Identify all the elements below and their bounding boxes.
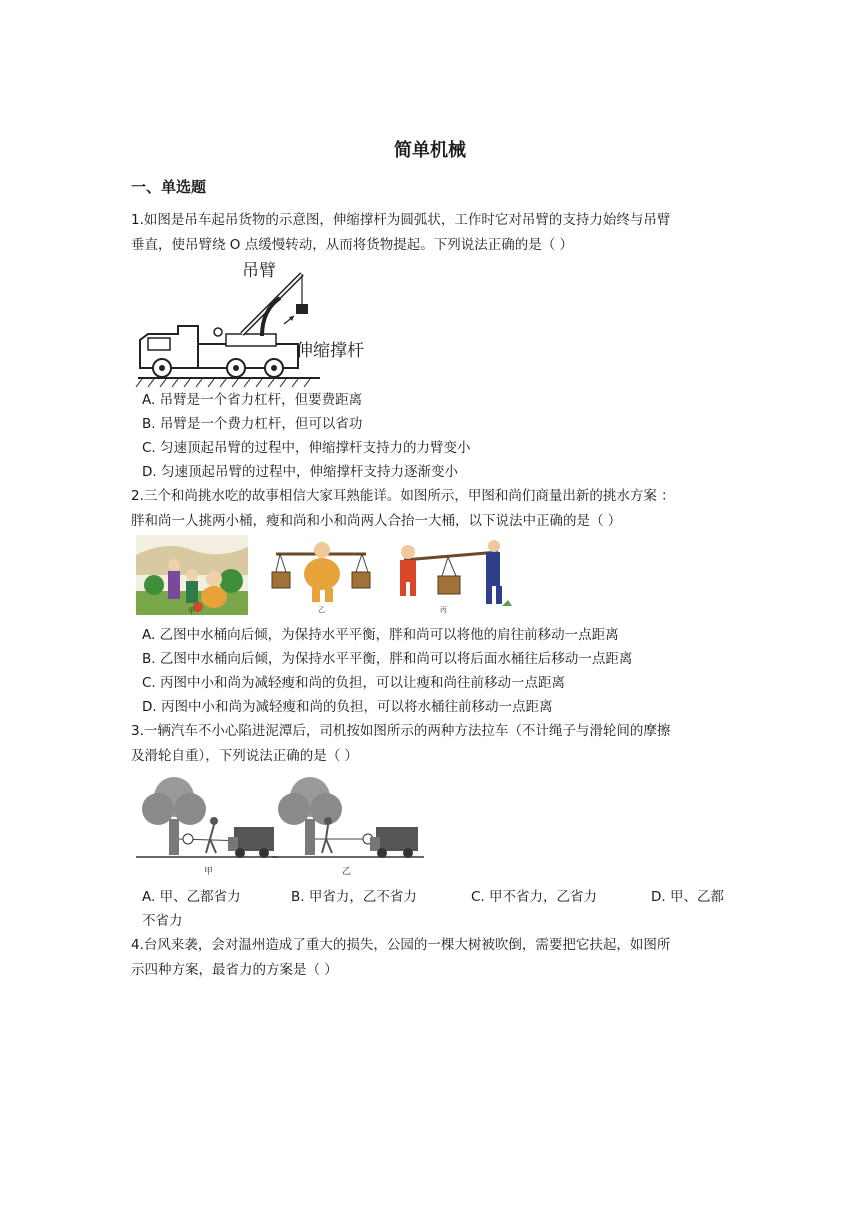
q2-option-a[interactable]: A. 乙图中水桶向后倾，为保持水平平衡，胖和尚可以将他的肩往前移动一点距离	[142, 627, 619, 643]
crane-figure	[134, 258, 364, 388]
q2-option-c[interactable]: C. 丙图中小和尚为减轻瘦和尚的负担，可以让瘦和尚往前移动一点距离	[142, 675, 566, 691]
q1-option-d[interactable]: D. 匀速顶起吊臂的过程中，伸缩撑杆支持力逐渐变小	[142, 464, 458, 480]
monks-figure-yi	[268, 540, 374, 615]
q1-option-c[interactable]: C. 匀速顶起吊臂的过程中，伸缩撑杆支持力的力臂变小	[142, 440, 471, 456]
q3-option-d-continued: 不省力	[142, 913, 183, 929]
question-4-line-1: 4.台风来袭，会对温州造成了重大的损失，公园的一棵大树被吹倒，需要把它扶起，如图所	[131, 937, 671, 953]
question-2-line-1: 2.三个和尚挑水吃的故事相信大家耳熟能详。如图所示，甲图和尚们商量出新的挑水方案 ：	[131, 488, 675, 504]
page-title: 简单机械	[394, 140, 466, 161]
question-2-line-2: 胖和尚一人挑两小桶，瘦和尚和小和尚两人合抬一大桶，以下说法中正确的是（ ）	[131, 513, 622, 529]
figure-q3-jia-label: 甲	[204, 867, 214, 877]
section-heading: 一、单选题	[131, 178, 207, 196]
monks-figure-jia	[136, 535, 248, 615]
question-3-line-2: 及滑轮自重），下列说法正确的是（ ）	[131, 748, 359, 764]
figure-bing-label: 丙	[440, 606, 447, 614]
question-4-line-2: 示四种方案，最省力的方案是（ ）	[131, 962, 338, 978]
figure-jia-label: 甲	[188, 607, 195, 615]
pulley-figure-jia	[136, 775, 278, 881]
q1-option-a[interactable]: A. 吊臂是一个省力杠杆，但要费距离	[142, 392, 363, 408]
pulley-figure-yi	[272, 775, 424, 881]
question-3-line-1: 3.一辆汽车不小心陷进泥潭后，司机按如图所示的两种方法拉车（不计绳子与滑轮间的摩擦	[131, 723, 671, 739]
strut-label: 伸缩撑杆	[296, 341, 364, 361]
q3-option-a[interactable]: A. 甲、乙都省力	[142, 889, 241, 905]
q3-option-b[interactable]: B. 甲省力，乙不省力	[291, 889, 417, 905]
q3-option-c[interactable]: C. 甲不省力，乙省力	[471, 889, 598, 905]
figure-q3-yi-label: 乙	[342, 867, 352, 877]
question-1-line-1: 1.如图是吊车起吊货物的示意图，伸缩撑杆为圆弧状，工作时它对吊臂的支持力始终与吊臂	[131, 212, 671, 228]
q1-option-b[interactable]: B. 吊臂是一个费力杠杆，但可以省功	[142, 416, 363, 432]
boom-label: 吊臂	[242, 261, 276, 281]
monks-figure-bing	[390, 540, 514, 615]
q2-option-b[interactable]: B. 乙图中水桶向后倾，为保持水平平衡，胖和尚可以将后面水桶往后移动一点距离	[142, 651, 633, 667]
q3-option-d[interactable]: D. 甲、乙都	[651, 889, 724, 905]
question-1-line-2: 垂直，使吊臂绕 O 点缓慢转动，从而将货物提起。下列说法正确的是（ ）	[131, 237, 573, 253]
figure-yi-label: 乙	[318, 606, 325, 614]
q2-option-d[interactable]: D. 丙图中小和尚为减轻瘦和尚的负担，可以将水桶往前移动一点距离	[142, 699, 553, 715]
